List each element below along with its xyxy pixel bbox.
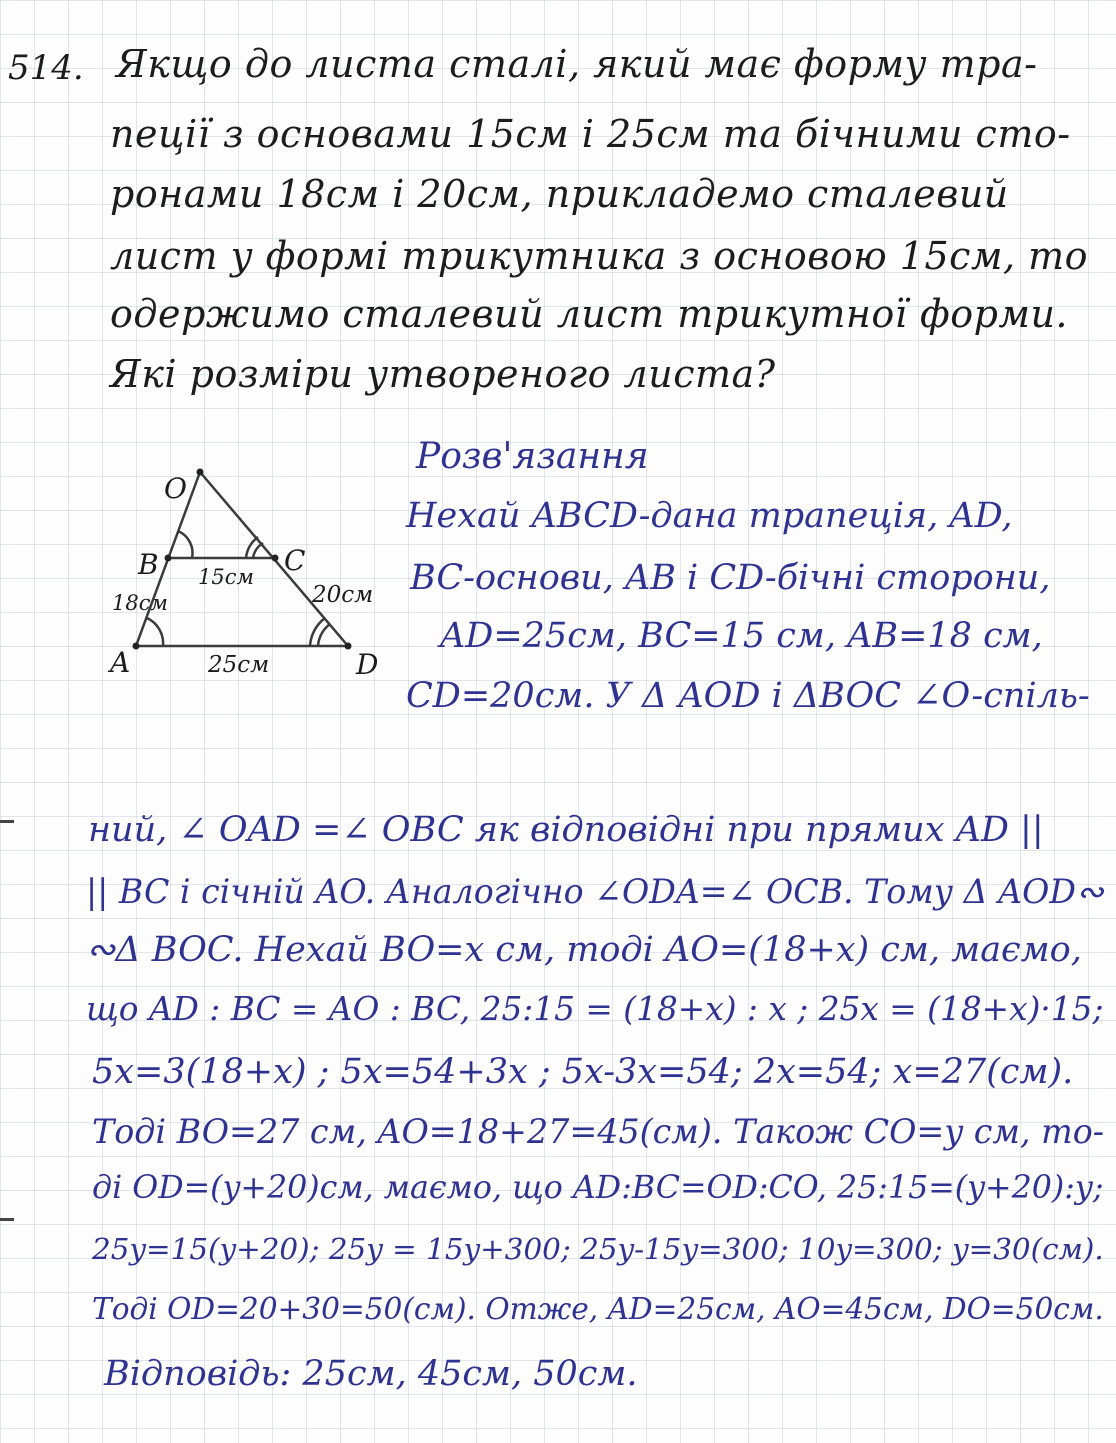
label-cd-length: 20см: [312, 582, 374, 608]
label-bc-length: 15см: [198, 565, 254, 589]
solution-line-2: || BC і січній AO. Аналогічно ∠ODA=∠ OCB. Тому Δ AOD∾: [86, 872, 1104, 911]
label-a: A: [110, 646, 131, 679]
label-ab-length: 18см: [112, 591, 168, 615]
problem-line-6: Які розміри утвореного листа?: [110, 352, 776, 396]
label-o: O: [164, 472, 187, 505]
margin-tick: [0, 1218, 14, 1221]
problem-line-2: пеції з основами 15см і 25см та бічними сто-: [110, 112, 1071, 156]
problem-line-5: одержимо сталевий лист трикутної форми.: [110, 292, 1069, 336]
solution-line-5: 5x=3(18+x) ; 5x=54+3x ; 5x-3x=54; 2x=54; x=27(см).: [92, 1052, 1074, 1092]
margin-tick: [0, 820, 14, 823]
point-b: [165, 555, 172, 562]
solution-side-line-2: BC-основи, AB і CD-бічні сторони,: [410, 558, 1051, 598]
problem-line-1: Якщо до листа сталі, який має форму тра-: [116, 42, 1038, 86]
angle-c-arc-1: [253, 543, 263, 558]
solution-line-6: Тоді BO=27 см, AO=18+27=45(см). Також CO=y см, то-: [92, 1112, 1105, 1151]
angle-d-arc-1: [318, 624, 330, 646]
label-b: B: [138, 548, 159, 581]
label-c: C: [284, 544, 306, 577]
point-d: [345, 643, 352, 650]
solution-line-8: 25y=15(y+20); 25y = 15y+300; 25y-15y=300; 10y=300; y=30(см).: [92, 1232, 1104, 1266]
angle-b-arc: [178, 531, 193, 558]
solution-heading: Розв'язання: [416, 436, 649, 477]
solution-side-line-3: AD=25см, BC=15 см, AB=18 см,: [440, 616, 1043, 656]
solution-line-9: Тоді OD=20+30=50(см). Отже, AD=25см, AO=45см, DO=50см.: [92, 1292, 1104, 1326]
problem-line-3: ронами 18см і 20см, прикладемо сталевий: [110, 172, 1009, 216]
point-c: [272, 555, 279, 562]
solution-line-3: ∾Δ BOC. Нехай BO=x см, тоді AO=(18+x) см, маємо,: [86, 930, 1082, 970]
solution-line-4: що AD : BC = AO : BC, 25:15 = (18+x) : x ; 25x = (18+x)·15;: [86, 990, 1104, 1028]
problem-number: 514.: [8, 48, 84, 88]
solution-line-7: ді OD=(y+20)см, маємо, що AD:BC=OD:CO, 25:15=(y+20):y;: [92, 1170, 1104, 1206]
point-o: [197, 469, 204, 476]
solution-line-1: ний, ∠ OAD =∠ OBC як відповідні при прямих AD ||: [88, 810, 1044, 850]
answer: Відповідь: 25см, 45см, 50см.: [104, 1354, 638, 1394]
point-a: [133, 643, 140, 650]
label-ad-length: 25см: [208, 652, 270, 678]
label-d: D: [356, 648, 379, 681]
angle-a-arc: [147, 618, 163, 646]
solution-side-line-4: CD=20см. У Δ AOD і ΔBOC ∠O-спіль-: [406, 676, 1090, 716]
solution-side-line-1: Нехай ABCD-дана трапеція, AD,: [406, 496, 1013, 536]
problem-line-4: лист у формі трикутника з основою 15см, то: [110, 234, 1089, 278]
